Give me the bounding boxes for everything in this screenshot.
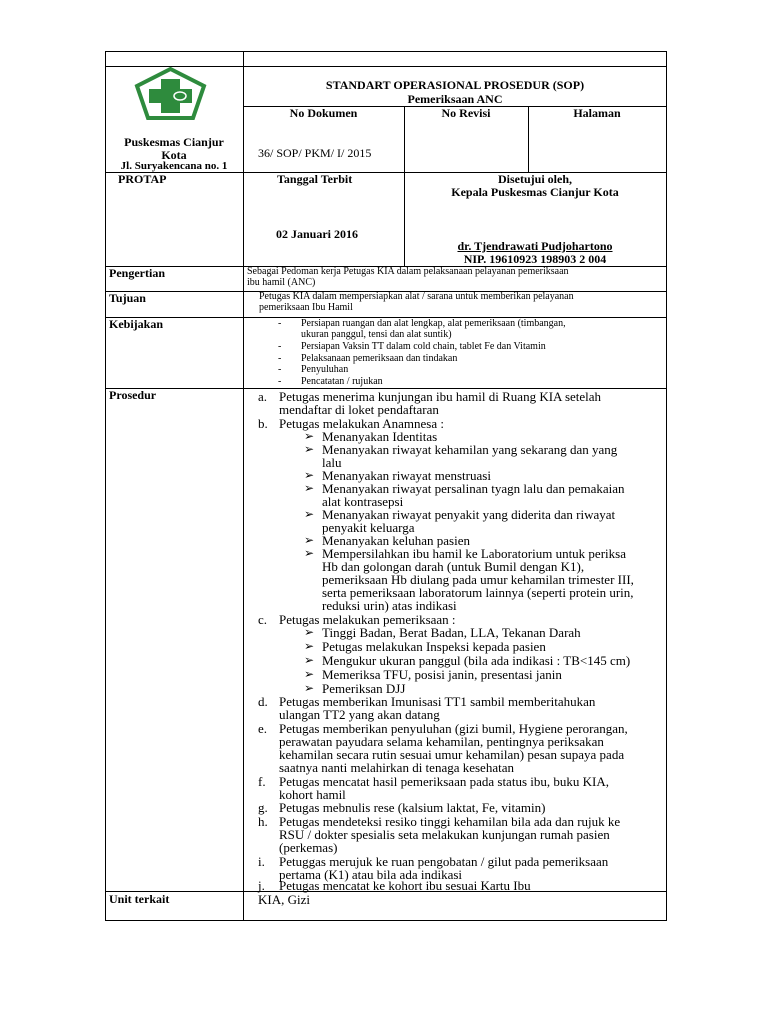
prosedur-step-h: Petugas mendeteksi resiko tinggi kehamilan bila ada dan rujuk ke (279, 814, 621, 829)
prosedur-b-sub: Menanyakan keluhan pasien (322, 533, 471, 548)
arrow-bullet-icon: ➢ (304, 681, 315, 695)
prosedur-step-h-cont: RSU / dokter spesialis seta melakukan kunjungan rumah pasien (279, 827, 610, 842)
prosedur-step-e-cont: perawatan payudara selama kehamilan, pentingnya periksakan (279, 734, 604, 749)
prosedur-b-sub: Menanyakan riwayat persalinan tyagn lalu dan pemakaian (322, 481, 625, 496)
kebijakan-item: Persiapan ruangan dan alat lengkap, alat pemeriksaan (timbangan, (301, 318, 566, 329)
unit-terkait-label: Unit terkait (109, 892, 170, 906)
org-address: Jl. Suryakencana no. 1 (120, 160, 228, 172)
table-border-left (105, 51, 106, 921)
prosedur-marker: i. (258, 854, 265, 869)
approved-by-title: Kepala Puskesmas Cianjur Kota (451, 185, 619, 199)
prosedur-step-i: Petuggas merujuk ke ruan pengobatan / gilut pada pemeriksaan (279, 854, 609, 869)
prosedur-step-i-cont: pertama (K1) atau bila ada indikasi (279, 867, 463, 882)
prosedur-marker: b. (258, 416, 268, 431)
sop-title: STANDART OPERASIONAL PROSEDUR (SOP) (325, 78, 585, 92)
tujuan-text-line: Petugas KIA dalam mempersiapkan alat / sarana untuk memberikan pelayanan (259, 291, 574, 302)
table-col-line (243, 51, 244, 921)
prosedur-marker: c. (258, 612, 268, 627)
prosedur-marker: e. (258, 721, 268, 736)
prosedur-step-d: Petugas memberikan Imunisasi TT1 sambil memberitahukan (279, 694, 596, 709)
table-border-bottom (105, 920, 667, 921)
prosedur-c-sub: Tinggi Badan, Berat Badan, LLA, Tekanan Darah (322, 625, 581, 640)
prosedur-marker: h. (258, 814, 268, 829)
signatory-name: dr. Tjendrawati Pudjohartono (457, 239, 613, 253)
arrow-bullet-icon: ➢ (304, 468, 315, 482)
prosedur-b-sub: Mempersilahkan ibu hamil ke Laboratorium untuk periksa (322, 546, 626, 561)
prosedur-step-h-cont: (perkemas) (279, 840, 338, 855)
kebijakan-bullet: - (278, 353, 282, 364)
arrow-bullet-icon: ➢ (304, 653, 315, 667)
col-no-dokumen: No Dokumen (289, 106, 358, 120)
prosedur-b-sub: Menanyakan riwayat penyakit yang diderita dan riwayat (322, 507, 616, 522)
arrow-bullet-icon: ➢ (304, 507, 315, 521)
col-halaman: Halaman (573, 106, 621, 120)
tanggal-terbit-label: Tanggal Terbit (277, 172, 353, 186)
prosedur-step-e-cont: kehamilan secara rutin sesuai umur kehamilan) pesan supaya pada (279, 747, 625, 762)
tanggal-terbit-value: 02 Januari 2016 (276, 227, 359, 241)
arrow-bullet-icon: ➢ (304, 639, 315, 653)
kebijakan-bullet: - (278, 318, 282, 329)
col-no-revisi: No Revisi (441, 106, 491, 120)
prosedur-step-g: Petugas mebnulis rese (kalsium laktat, Fe, vitamin) (279, 800, 546, 815)
kebijakan-bullet: - (278, 364, 282, 375)
prosedur-b-sub-cont: pemeriksaan Hb diulang pada umur kehamilan trimester III, (322, 572, 634, 587)
prosedur-c-sub: Mengukur ukuran panggul (bila ada indikasi : TB<145 cm) (322, 653, 631, 668)
tujuan-text-line: pemeriksaan Ibu Hamil (259, 302, 353, 313)
prosedur-c-sub: Pemeriksan DJJ (322, 681, 406, 696)
prosedur-b-sub: Menanyakan riwayat menstruasi (322, 468, 491, 483)
prosedur-marker: f. (258, 774, 266, 789)
prosedur-c-sub: Petugas melakukan Inspeksi kepada pasien (322, 639, 546, 654)
prosedur-step-e-cont: saatnya nanti melahirkan di tenaga kesehatan (279, 760, 514, 775)
pengertian-label: Pengertian (109, 266, 165, 280)
kebijakan-label: Kebijakan (109, 317, 164, 331)
approved-by: Disetujui oleh, (497, 172, 572, 186)
org-name: Puskesmas Cianjur (124, 135, 224, 149)
org-name-city: Kota (161, 148, 187, 162)
sop-subtitle: Pemeriksaan ANC (407, 92, 503, 106)
kebijakan-item: Persiapan Vaksin TT dalam cold chain, tablet Fe dan Vitamin (301, 341, 546, 352)
prosedur-marker: g. (258, 800, 268, 815)
prosedur-marker: a. (258, 389, 268, 404)
prosedur-c-sub: Memeriksa TFU, posisi janin, presentasi janin (322, 667, 562, 682)
kebijakan-bullet: - (278, 341, 282, 352)
prosedur-step-a: Petugas menerima kunjungan ibu hamil di Ruang KIA setelah (279, 389, 602, 404)
prosedur-b-sub: Menanyakan riwayat kehamilan yang sekarang dan yang (322, 442, 618, 457)
prosedur-step-f-cont: kohort hamil (279, 787, 346, 802)
prosedur-step-f: Petugas mencatat hasil pemeriksaan pada status ibu, buku KIA, (279, 774, 609, 789)
arrow-bullet-icon: ➢ (304, 667, 315, 681)
prosedur-b-sub-cont: serta pemeriksaan laboratorum lainnya (seperti protein urin, (322, 585, 634, 600)
kebijakan-item: Penyuluhan (301, 364, 349, 375)
unit-terkait-value: KIA, Gizi (258, 892, 310, 907)
table-border-top (105, 51, 667, 52)
prosedur-b-sub-cont: Hb dan golongan darah (untuk Bumil dengan K1), (322, 559, 585, 574)
puskesmas-logo-icon (133, 66, 208, 122)
no-dokumen-value: 36/ SOP/ PKM/ I/ 2015 (258, 146, 372, 160)
prosedur-marker: d. (258, 694, 268, 709)
prosedur-b-sub-cont: reduksi urin) atas indikasi (322, 598, 457, 613)
prosedur-b-sub: Menanyakan Identitas (322, 429, 438, 444)
table-border-right (666, 51, 667, 921)
pengertian-text-line: ibu hamil (ANC) (247, 277, 316, 288)
tujuan-label: Tujuan (109, 291, 146, 305)
prosedur-step-j: Petugas mencatat ke kohort ibu sesuai Kartu Ibu (279, 878, 531, 893)
kebijakan-item: Pencatatan / rujukan (301, 376, 383, 387)
arrow-bullet-icon: ➢ (304, 481, 315, 495)
prosedur-b-sub-cont: penyakit keluarga (322, 520, 415, 535)
prosedur-step-e: Petugas memberikan penyuluhan (gizi bumil, Hygiene perorangan, (279, 721, 628, 736)
arrow-bullet-icon: ➢ (304, 625, 315, 639)
prosedur-b-sub-cont: alat kontrasepsi (322, 494, 404, 509)
prosedur-step-c: Petugas melakukan pemeriksaan : (279, 612, 456, 627)
protap-label: PROTAP (118, 172, 167, 186)
prosedur-step-a-cont: mendaftar di loket pendaftaran (279, 402, 439, 417)
prosedur-label: Prosedur (109, 388, 157, 402)
kebijakan-item: Pelaksanaan pemeriksaan dan tindakan (301, 353, 458, 364)
prosedur-marker: j. (258, 878, 265, 893)
prosedur-step-b: Petugas melakukan Anamnesa : (279, 416, 444, 431)
arrow-bullet-icon: ➢ (304, 429, 315, 443)
prosedur-b-sub-cont: lalu (322, 455, 342, 470)
arrow-bullet-icon: ➢ (304, 442, 315, 456)
arrow-bullet-icon: ➢ (304, 533, 315, 547)
kebijakan-bullet: - (278, 376, 282, 387)
prosedur-step-d-cont: ulangan TT2 yang akan datang (279, 707, 440, 722)
arrow-bullet-icon: ➢ (304, 546, 315, 560)
kebijakan-item-cont: ukuran panggul, tensi dan alat suntik) (301, 329, 452, 340)
signatory-nip: NIP. 19610923 198903 2 004 (463, 252, 607, 266)
pengertian-text-line: Sebagai Pedoman kerja Petugas KIA dalam pelaksanaan pelayanan pemeriksaan (247, 266, 569, 277)
